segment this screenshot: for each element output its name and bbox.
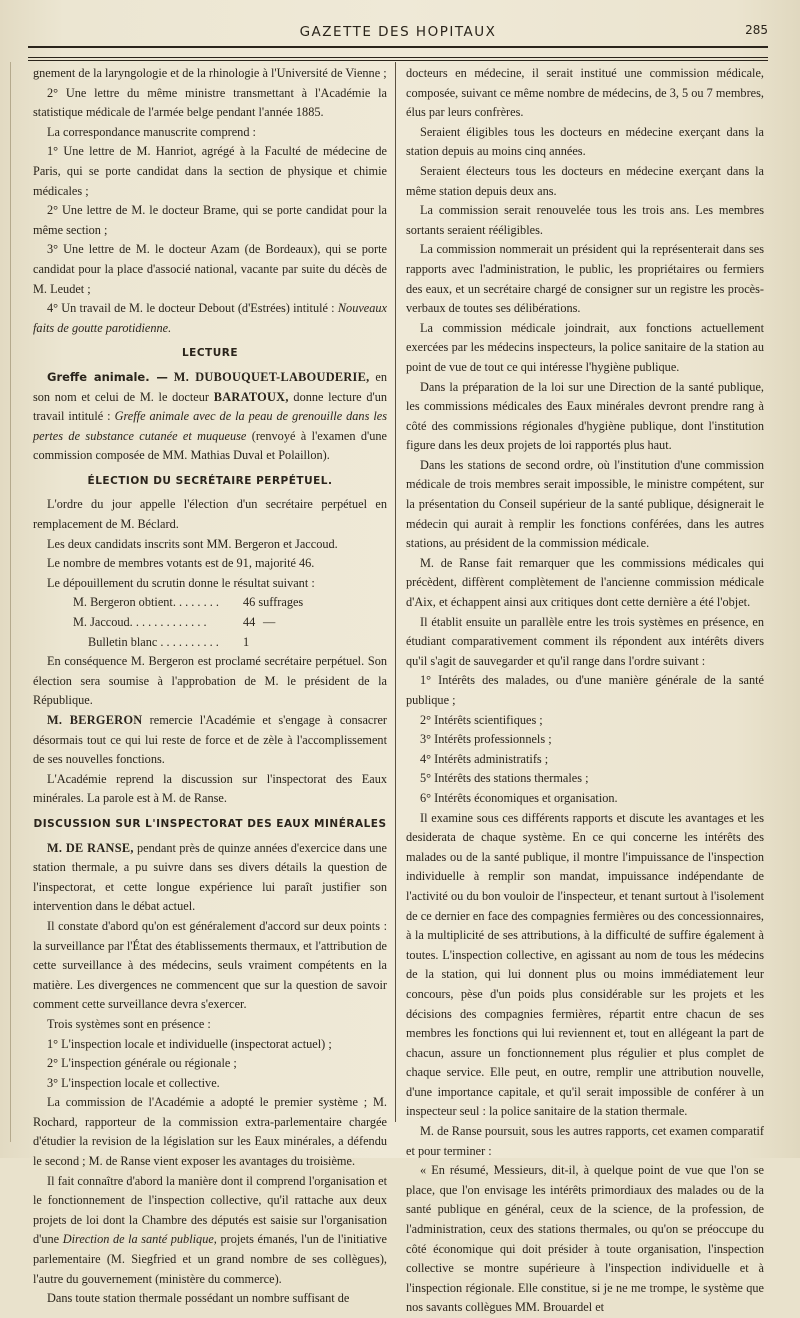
vote-label: M. Bergeron obtient. . . . . . . . (73, 595, 219, 610)
vote-extra (323, 593, 363, 613)
interests-list (406, 671, 764, 808)
list-item: 4° Intérêts administratifs ; (420, 751, 549, 766)
work-title: Greffe animale avec de la peau de grenouille dans les pertes de substance cutanée et muqueuse (33, 409, 387, 443)
author-name: BARATOUX, (213, 389, 289, 404)
paragraph: Il constate d'abord qu'on est généralement d'accord sur deux points : la surveillance par l'État des établissements thermaux, et l'attribution de cette surveillance à des médecins, seuls vraiment compétents en la matière. Les divergences ne commencent que sur la question de savoir comment cette surveillance devra s'exercer. (33, 918, 387, 1012)
paragraph: 2° Une lettre du même ministre transmettant à l'Académie la statistique médicale de l'armée belge pendant l'année 1885. (33, 85, 387, 120)
paragraph: Dans toute station thermale possédant un nombre suffisant de (47, 1291, 350, 1306)
paragraph: L'Académie reprend la discussion sur l'inspectorat des Eaux minérales. La parole est à M. de Ranse. (33, 771, 387, 806)
paragraph: Le dépouillement du scrutin donne le résultat suivant : (47, 575, 315, 590)
paragraph: Les deux candidats inscrits sont MM. Bergeron et Jaccoud. (47, 536, 338, 551)
paragraph: L'ordre du jour appelle l'élection d'un secrétaire perpétuel en remplacement de M. Béclard. (33, 497, 387, 532)
author-name: M. BERGERON (47, 713, 143, 727)
header-rule (28, 46, 768, 48)
vote-row (33, 613, 387, 633)
vote-value: 1 (243, 634, 250, 649)
vote-value: 44 (243, 615, 256, 630)
paragraph: La correspondance manuscrite comprend : (47, 124, 256, 139)
paragraph (33, 839, 387, 917)
author-name: M. DUBOUQUET-LABOUDERIE, (173, 369, 370, 384)
paragraph: 1° L'inspection locale et individuelle (inspectorat actuel) ; (47, 1036, 332, 1051)
vote-value: 46 suffrages (243, 595, 304, 610)
text: Il fait connaître d'abord la manière dont il comprend l'organisation et le fonctionnement de l'inspection collective, qu'il rattache aux deux projets de loi dont la Chambre des députés est saisie sur l'organisation d'une (33, 1173, 387, 1247)
text: projets émanés, l'un de l'initiative parlementaire (M. Siegfried et un grand nombre de ses collègues), l'autre du gouvernement (ministère du commerce). (33, 1232, 388, 1286)
paragraph: M. de Ranse poursuit, sous les autres rapports, cet examen comparatif et pour terminer : (406, 1124, 764, 1158)
paragraph: La commission de l'Académie a adopté le premier système ; M. Rochard, rapporteur de la commission extra-parlementaire chargée d'étudier la revision de la législation sur les Eaux minérales, a défendu le second ; M. de Ranse vient exposer les avantages du troisième. (33, 1095, 387, 1169)
paragraph (33, 368, 387, 466)
paragraph: « En résumé, Messieurs, dit-il, à quelque point de vue que l'on se place, que l'on envisage les intérêts primordiaux des malades ou de la santé publique en général, ceux de la science, de la profession, de l'administration, ceux des stations thermales, ou qu'on se préoccupe du côté économique qui doit présider à toute organisation, l'inspection collective se montre supérieure à l'inspection individuelle et à l'inspection régionale. Elle constitue, si je ne me trompe, le système que nos savants collègues MM. Brouardel et (406, 1163, 764, 1315)
left-column (33, 64, 387, 1309)
paragraph (33, 1172, 387, 1290)
paragraph: 1° Une lettre de M. Hanriot, agrégé à la Faculté de médecine de Paris, qui se porte candidat dans la section de physique et chimie médicales ; (33, 144, 387, 198)
paragraph: M. de Ranse fait remarquer que les commissions médicales qui précèdent, diffèrent complètement de l'ancienne commission médicale d'Aix, et échappent ainsi aux critiques dont cette dernière a été l'objet. (406, 555, 764, 610)
binding-edge (10, 62, 11, 1142)
text: remercie l'Académie et s'engage à consacrer désormais tout ce qui lui reste de force et de zèle à l'accomplissement de ses nouvelles fonctions. (33, 713, 388, 767)
vote-results (33, 593, 387, 652)
paragraph: Seraient électeurs tous les docteurs en médecine exerçant dans la même station depuis deux ans. (406, 163, 764, 198)
paragraph: Il examine sous ces différents rapports et discute les avantages et les desiderata de chaque système. En ce qui concerne les intérêts des malades ou de la santé publique, il montre l'impuissance de l'inspection individuelle à remplir son mandat, impuissance indépendante de l'activité ou du bon vouloir de l'inspecteur, et tenant surtout à l'isolement de ce dernier en face des compagnies fermières ou des concessionnaires, à la multiplicité de ses attributions, à la difficulté de suffire également à toutes. L'inspection collective, en agissant au nom de tous les médecins de la station, qui lui donnent plus ou moins immédiatement leur concours, pèse d'un poids plus considérable sur les projets et les décisions des compagnies fermières, répartit entre chacun de ses membres les fonctions qui lui reviennent et, tout en allégeant la part de chacun, assure un fonctionnement plus régulier et plus complet de chaque service. Elle peut, en outre, remplir une attribution nouvelle, d'une importance capitale, et qu'il serait impossible de conférer à un inspecteur seul : la police sanitaire de la station thermale. (406, 810, 764, 1119)
paragraph: 2° L'inspection générale ou régionale ; (47, 1056, 237, 1071)
paragraph: Dans les stations de second ordre, où l'institution d'une commission médicale de trois membres serait impossible, le ministre compétent, sur la présentation du Conseil supérieur de la santé publique, désignerait le médecin qui aurait à remplir les fonctions conférées, dans les autres stations, au président de la commission médicale. (406, 457, 764, 551)
text: en son nom et celui de M. le docteur (33, 369, 388, 404)
paragraph: Seraient éligibles tous les docteurs en médecine exerçant dans la station depuis au moins cinq années. (406, 124, 764, 159)
paragraph: Trois systèmes sont en présence : (47, 1016, 211, 1031)
paragraph (33, 299, 387, 338)
column-divider (395, 62, 396, 1122)
page-header (28, 22, 768, 44)
vote-extra: — (263, 615, 276, 630)
vote-label: Bulletin blanc . . . . . . . . . . (88, 634, 219, 649)
paragraph: Dans la préparation de la loi sur une Direction de la santé publique, les commissions médicales des Eaux minérales devront prendre rang à côté des commissions régionales d'hygiène publique, dont l'institution figure dans les deux projets de loi rapportés plus haut. (406, 379, 764, 453)
paragraph: En conséquence M. Bergeron est proclamé secrétaire perpétuel. Son élection sera soumise à l'approbation de M. le président de la République. (33, 654, 387, 708)
double-rule-top (28, 57, 768, 58)
vote-extra (323, 633, 363, 653)
paragraph: gnement de la laryngologie et de la rhinologie à l'Université de Vienne ; (33, 66, 387, 80)
paragraph: Il établit ensuite un parallèle entre les trois systèmes en présence, en étudiant comparativement comment ils répondent aux intérêts divers qu'il s'agit de sauvegarder et qu'il range dans l'ordre suivant : (406, 614, 764, 668)
paragraph: La commission médicale joindrait, aux fonctions actuellement exercées par les médecins inspecteurs, la police sanitaire de la station au point de vue de tout ce qui intéresse l'hygiène publique. (406, 320, 764, 374)
section-heading-lecture: LECTURE (181, 347, 238, 360)
list-item: 5° Intérêts des stations thermales ; (420, 771, 589, 786)
list-item: 1° Intérêts des malades, ou d'une manière générale de la santé publique ; (406, 673, 764, 707)
paragraph: La commission serait renouvelée tous les trois ans. Les membres sortants seraient rééligibles. (406, 203, 764, 237)
right-column (406, 64, 764, 1318)
text: 4° Un travail de M. le docteur Debout (d'Estrées) intitulé : (47, 301, 335, 316)
paragraph: La commission nommerait un président qui la représenterait dans ses rapports avec l'administration, le public, les propriétaires ou fermiers des eaux, et un secrétaire chargé de consigner sur un registre les procès-verbaux de toutes ses délibérations. (406, 242, 764, 316)
paragraph: 3° Une lettre de M. le docteur Azam (de Bordeaux), qui se porte candidat pour la place d'associé national, vacante par suite du décès de M. Leudet ; (33, 242, 387, 296)
page-number: 285 (745, 23, 768, 37)
double-rule-bottom (28, 60, 768, 61)
journal-title: GAZETTE DES HOPITAUX (299, 24, 497, 40)
paragraph: Le nombre de membres votants est de 91, majorité 46. (47, 556, 315, 571)
vote-row (33, 633, 387, 653)
work-title: Direction de la santé publique, (62, 1232, 217, 1247)
vote-label: M. Jaccoud. . . . . . . . . . . . . (73, 615, 207, 630)
list-item: 3° Intérêts professionnels ; (420, 732, 552, 747)
text: donne lecture d'un travail intitulé : (33, 389, 387, 424)
paragraph: 2° Une lettre de M. le docteur Brame, qui se porte candidat pour la même section ; (33, 203, 387, 237)
topic-title: Greffe animale. — (47, 369, 168, 384)
author-name: M. DE RANSE, (47, 840, 134, 855)
paragraph: 3° L'inspection locale et collective. (47, 1075, 220, 1090)
list-item: 2° Intérêts scientifiques ; (420, 712, 543, 727)
section-heading-election: ÉLECTION DU SECRÉTAIRE PERPÉTUEL. (87, 474, 333, 487)
vote-row (33, 593, 387, 613)
text: (renvoyé à l'examen d'une commission composée de MM. Mathias Duval et Polaillon). (33, 428, 388, 463)
text: pendant près de quinze années d'exercice dans une station thermale, a pu suivre dans ses divers détails la question de l'inspectorat, et cette longue expérience lui paraît justifier son intervention dans le débat actuel. (33, 840, 387, 914)
work-title: Nouveaux faits de goutte parotidienne. (33, 301, 388, 335)
list-item: 6° Intérêts économiques et organisation. (420, 790, 618, 805)
paragraph: docteurs en médecine, il serait institué une commission médicale, composée, suivant ce même nombre de médecins, de 3, 5 ou 7 membres, élus par leurs confrères. (406, 66, 764, 120)
section-heading-discussion: DISCUSSION SUR L'INSPECTORAT DES EAUX MINÉRALES (33, 817, 387, 830)
paragraph (33, 711, 387, 770)
